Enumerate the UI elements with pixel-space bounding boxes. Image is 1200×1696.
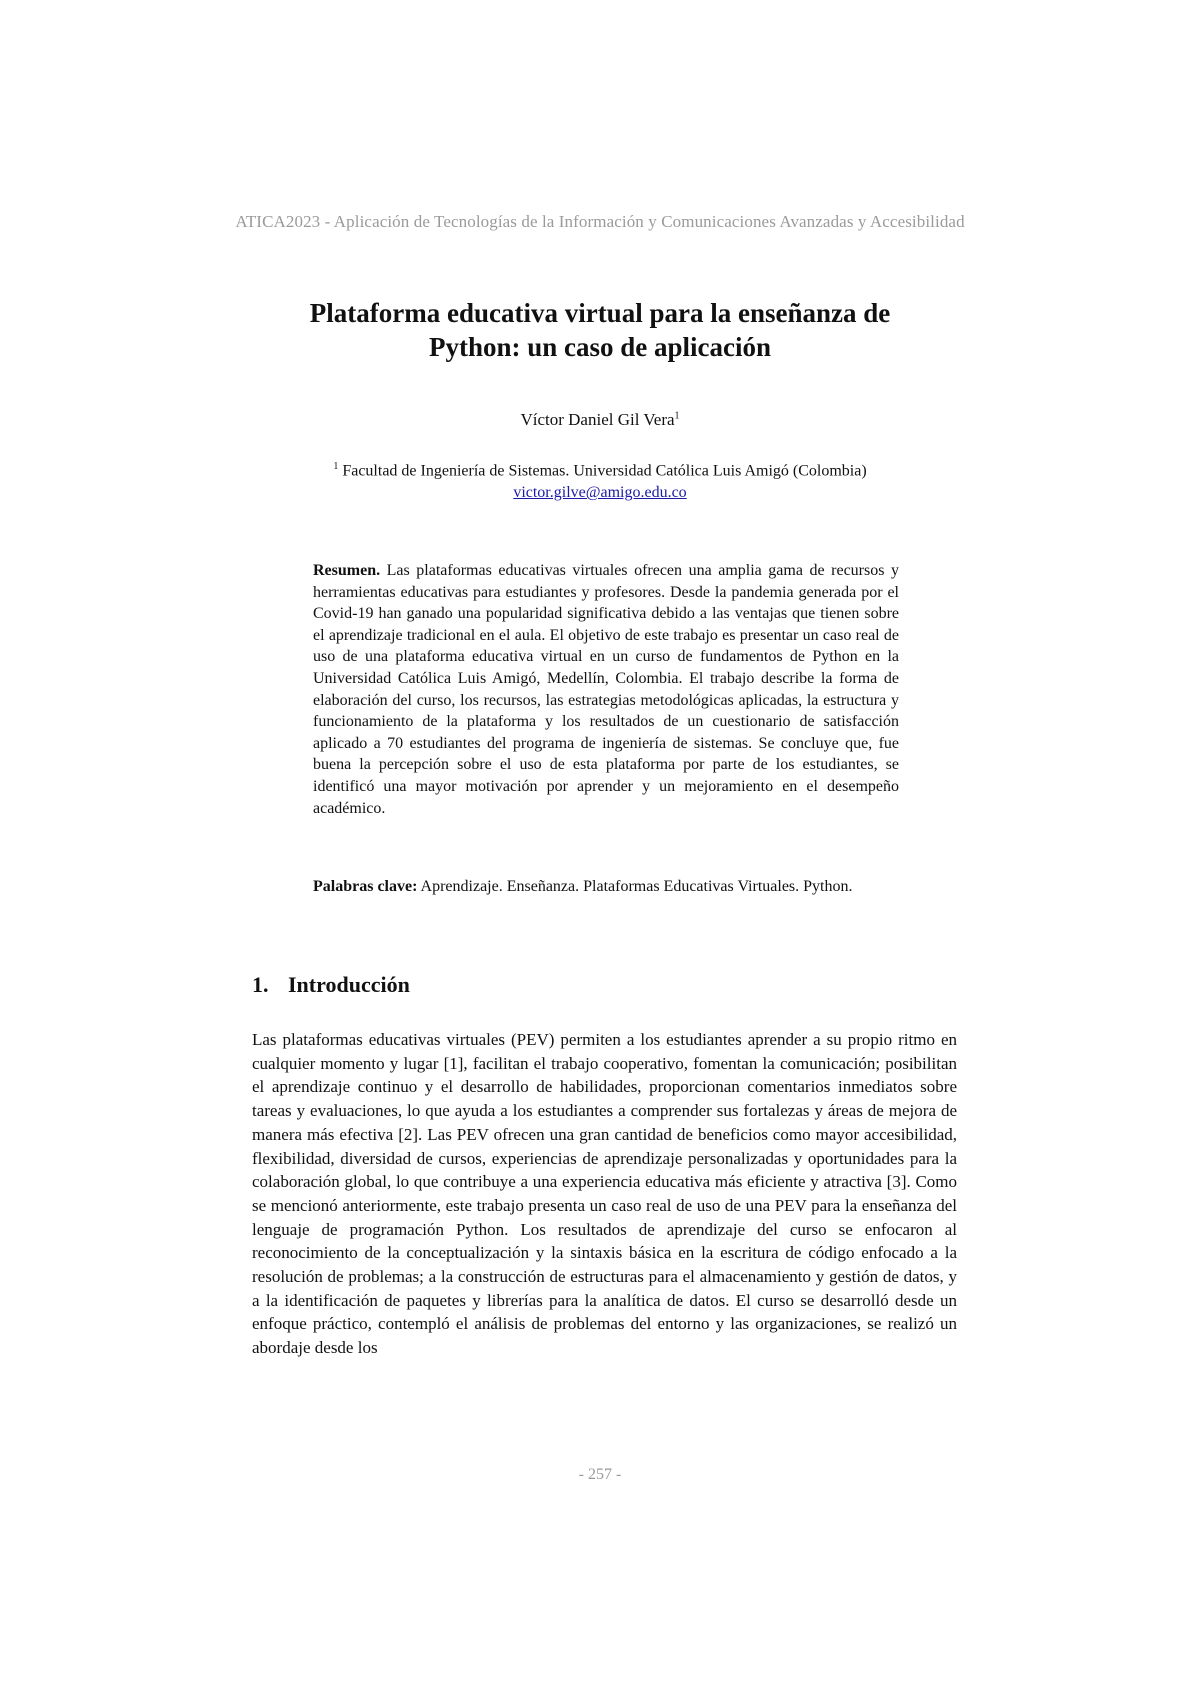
affiliation-text: Facultad de Ingeniería de Sistemas. Universidad Católica Luis Amigó (Colombia) bbox=[342, 462, 867, 480]
author-email-link[interactable]: victor.gilve@amigo.edu.co bbox=[513, 484, 687, 502]
paper-title-line-1: Plataforma educativa virtual para la enseñanza de bbox=[309, 298, 891, 328]
abstract-text: Las plataformas educativas virtuales ofrecen una amplia gama de recursos y herramientas educativas para estudiantes y profesores. Desde la pandemia generada por el Covid-19 han ganado una popularidad significativa debido a las ventajas que tienen sobre el aprendizaje tradicional en el aula. El objetivo de este trabajo es presentar un caso real de uso de una plataforma educativa virtual en un curso de fundamentos de Python en la Universidad Católica Luis Amigó, Medellín, Colombia. El trabajo describe la forma de elaboración del curso, los recursos, las estrategias metodológicas aplicadas, la estructura y funcionamiento de la plataforma y los resultados de un cuestionario de satisfacción aplicado a 70 estudiantes del programa de ingeniería de sistemas. Se concluye que, fue buena la percepción sobre el uso de esta plataforma por parte de los estudiantes, se identificó una mayor motivación por aprender y un mejoramiento en el desempeño académico. bbox=[313, 562, 900, 817]
section-title: Introducción bbox=[288, 972, 410, 997]
author-name: Víctor Daniel Gil Vera bbox=[520, 410, 675, 429]
affiliation-block bbox=[0, 456, 1200, 504]
abstract bbox=[313, 560, 899, 819]
author-line bbox=[0, 410, 1200, 430]
page-number: - 257 - bbox=[578, 1466, 622, 1483]
keywords bbox=[313, 876, 899, 898]
author-superscript: 1 bbox=[674, 410, 680, 422]
abstract-label: Resumen. bbox=[313, 562, 381, 579]
paper-title-line-2: Python: un caso de aplicación bbox=[428, 332, 772, 362]
keywords-label: Palabras clave: bbox=[313, 878, 418, 895]
section-body-text: Las plataformas educativas virtuales (PEV) permiten a los estudiantes aprender a su propio ritmo en cualquier momento y lugar [1], facilitan el trabajo cooperativo, fomentan la comunicación; posibilitan el aprendizaje continuo y el desarrollo de habilidades, proporcionan comentarios inmediatos sobre tareas y evaluaciones, lo que ayuda a los estudiantes a comprender sus fortalezas y áreas de mejora de manera más efectiva [2]. Las PEV ofrecen una gran cantidad de beneficios como mayor accesibilidad, flexibilidad, diversidad de cursos, experiencias de aprendizaje personalizadas y oportunidades para la colaboración global, lo que contribuye a una experiencia educativa más eficiente y atractiva [3]. Como se mencionó anteriormente, este trabajo presenta un caso real de uso de una PEV para la enseñanza del lenguaje de programación Python. Los resultados de aprendizaje del curso se enfocaron al reconocimiento de la conceptualización y la sintaxis básica en la escritura de código enfocado a la resolución de problemas; a la construcción de estructuras para el almacenamiento y gestión de datos, y a la identificación de paquetes y librerías para la analítica de datos. El curso se desarrolló desde un enfoque práctico, contempló el análisis de problemas del entorno y las organizaciones, se realizó un abordaje desde los bbox=[252, 1030, 957, 1358]
running-header: ATICA2023 - Aplicación de Tecnologías de la Información y Comunicaciones Avanzadas y Accesibilidad bbox=[235, 212, 965, 231]
keywords-text: Aprendizaje. Enseñanza. Plataformas Educativas Virtuales. Python. bbox=[420, 878, 853, 895]
affiliation-superscript: 1 bbox=[333, 461, 339, 472]
affiliation-line bbox=[0, 456, 1200, 482]
section-number: 1. bbox=[252, 972, 269, 997]
paper-title bbox=[150, 296, 1050, 364]
section-heading bbox=[252, 972, 410, 998]
